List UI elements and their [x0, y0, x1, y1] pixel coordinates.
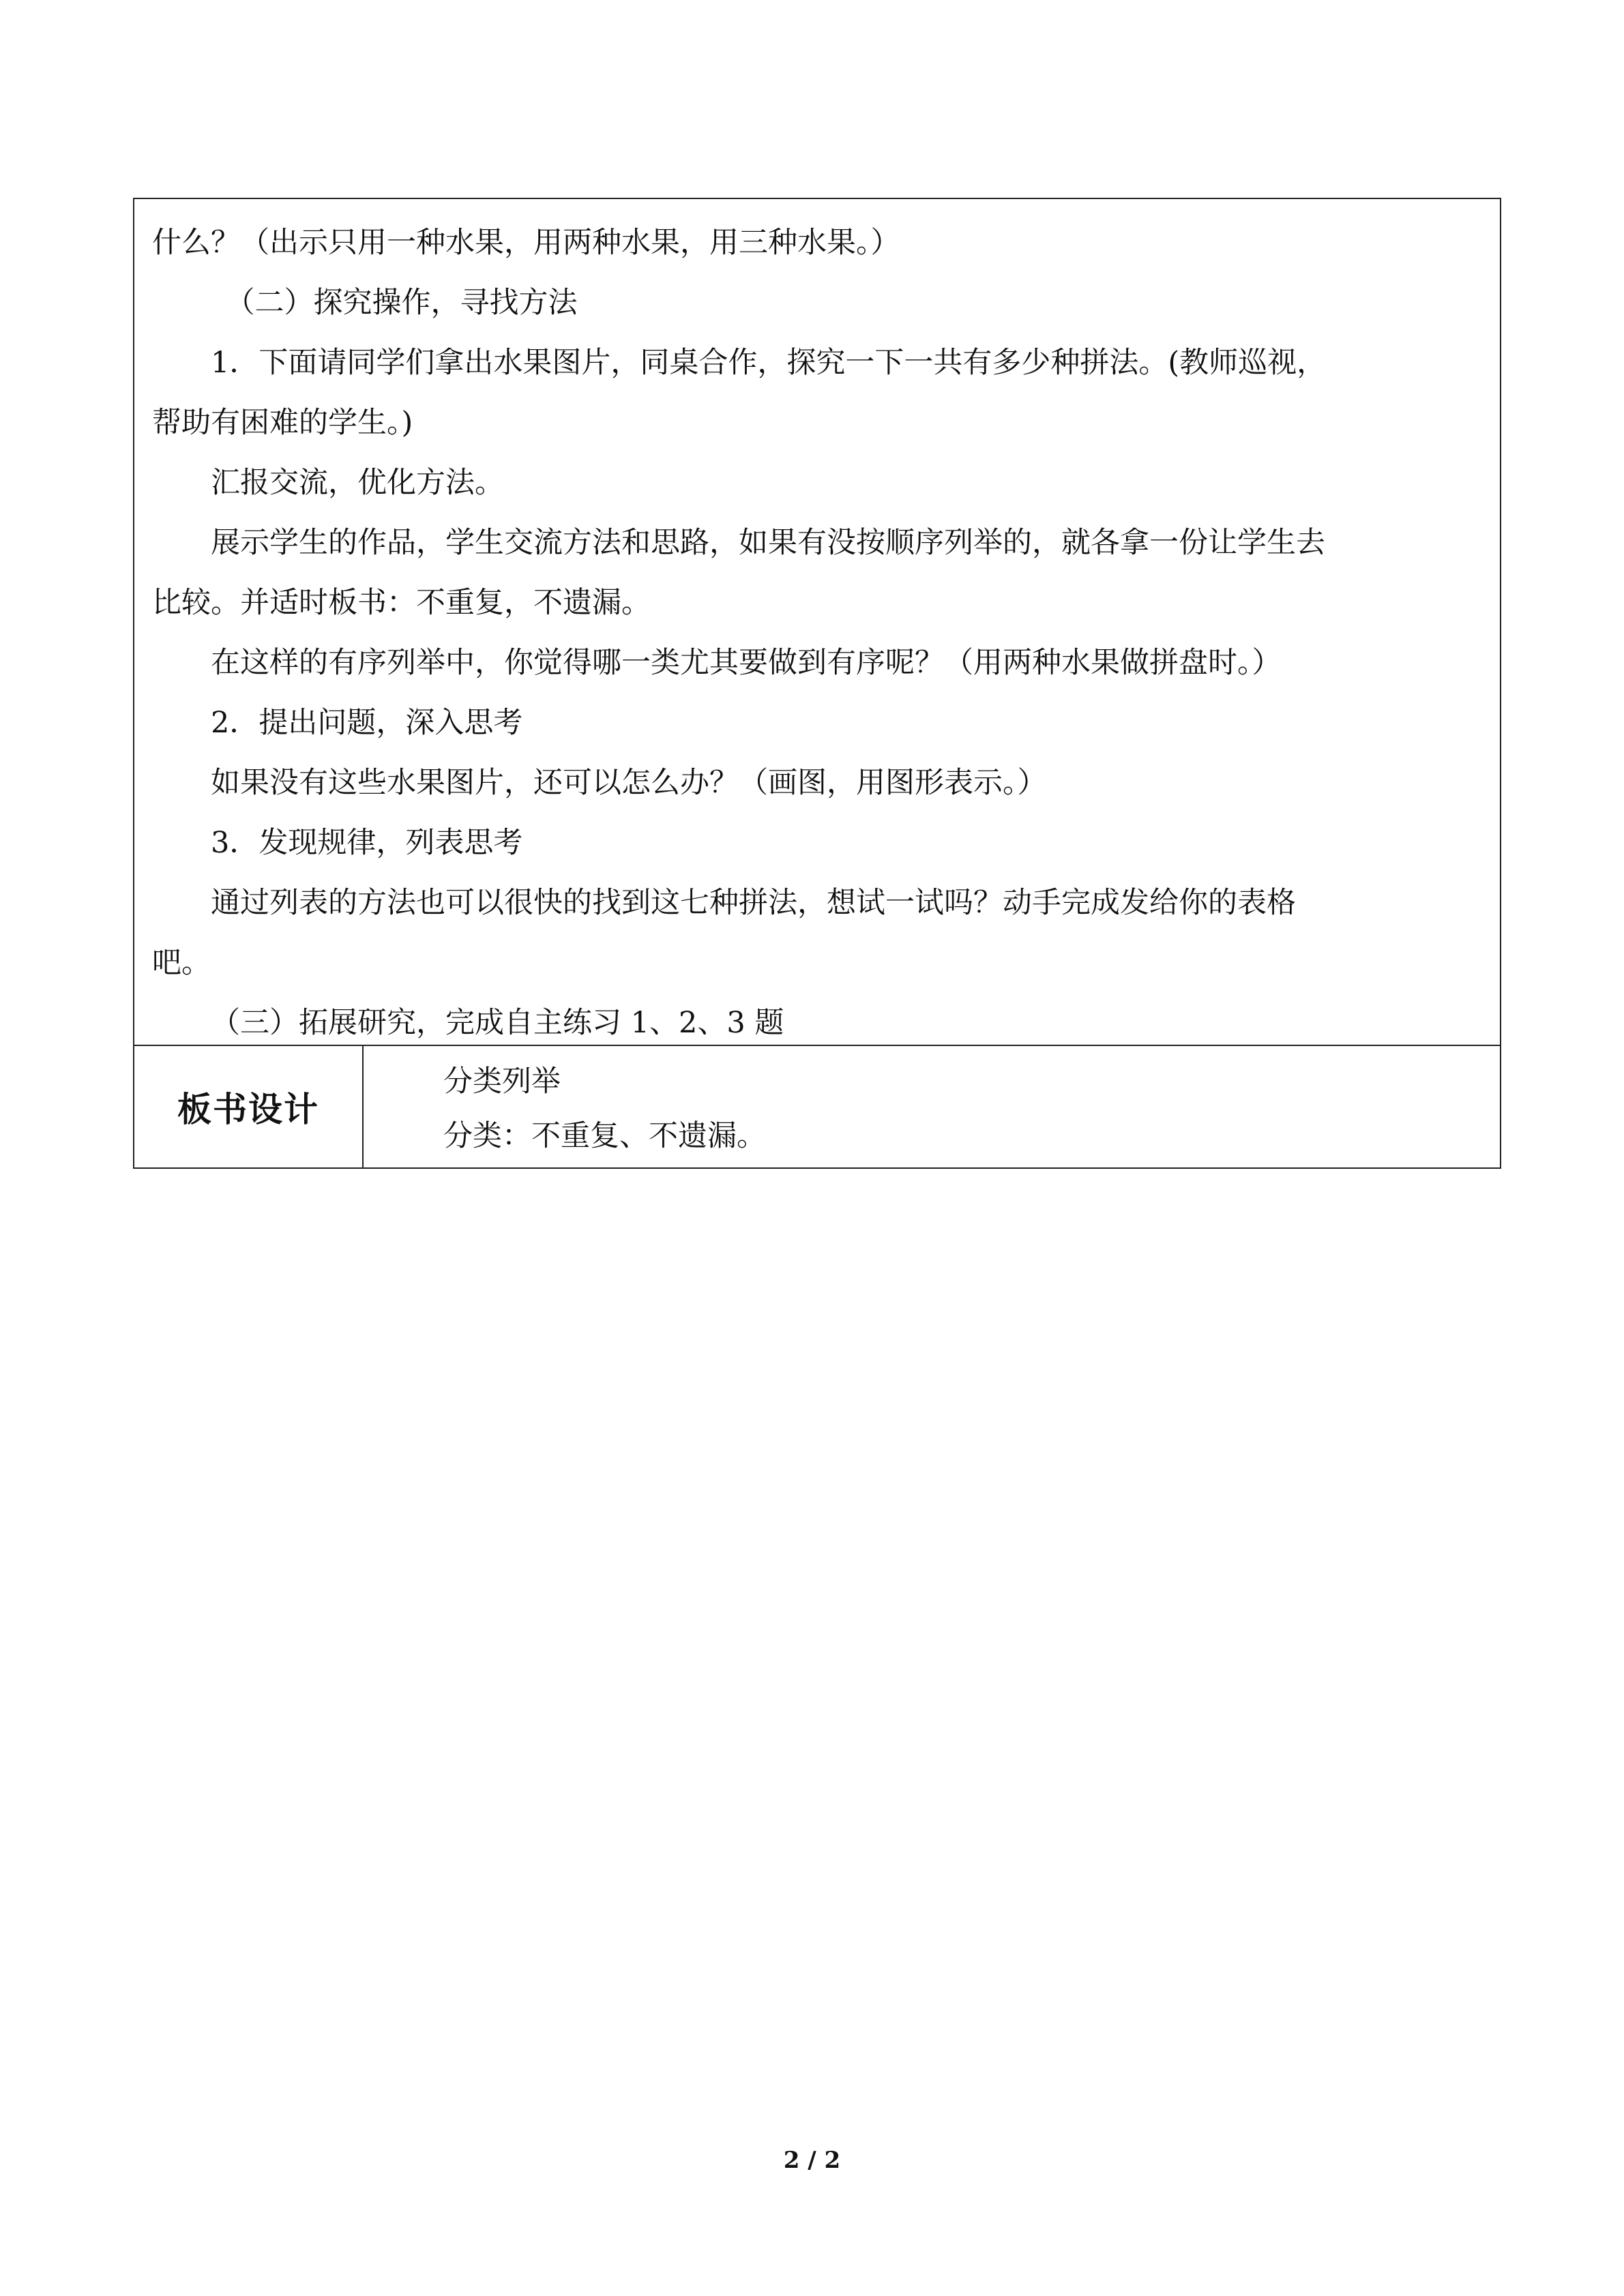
lesson-line-6: 展示学生的作品，学生交流方法和思路，如果有没按顺序列举的，就各拿一份让学生去: [211, 526, 1325, 560]
lesson-line-7: 比较。并适时板书：不重复，不遗漏。: [152, 586, 651, 620]
lesson-plan-table: [133, 198, 1501, 1169]
lesson-line-1: 什么？（出示只用一种水果，用两种水果，用三种水果。）: [152, 226, 900, 260]
board-title: 分类列举: [443, 1064, 561, 1099]
lesson-line-9: 2．提出问题，深入思考: [211, 706, 523, 740]
board-design-row: [134, 1046, 1500, 1167]
lesson-line-8: 在这样的有序列举中，你觉得哪一类尤其要做到有序呢？（用两种水果做拼盘时。）: [211, 646, 1282, 680]
lesson-line-4: 帮助有困难的学生。): [152, 406, 413, 440]
lesson-line-14: （三）拓展研究，完成自主练习 1、2、3 题: [211, 1006, 784, 1040]
lesson-line-11: 3．发现规律，列表思考: [211, 826, 523, 860]
page-number: 2 / 2: [783, 2147, 841, 2174]
lesson-line-13: 吧。: [152, 946, 211, 980]
board-design-content: [364, 1046, 1500, 1167]
lesson-line-5: 汇报交流，优化方法。: [211, 466, 504, 500]
board-design-label: 板书设计: [134, 1046, 364, 1167]
lesson-line-2: （二）探究操作，寻找方法: [211, 286, 578, 320]
lesson-line-10: 如果没有这些水果图片，还可以怎么办？（画图，用图形表示。）: [211, 766, 1047, 800]
board-summary: 分类：不重复、不遗漏。: [443, 1119, 766, 1153]
lesson-line-3: 1．下面请同学们拿出水果图片，同桌合作，探究一下一共有多少种拼法。(教师巡视，: [211, 346, 1327, 380]
lesson-line-12: 通过列表的方法也可以很快的找到这七种拼法，想试一试吗？动手完成发给你的表格: [211, 886, 1296, 920]
teaching-process-cell: [134, 199, 1500, 1046]
